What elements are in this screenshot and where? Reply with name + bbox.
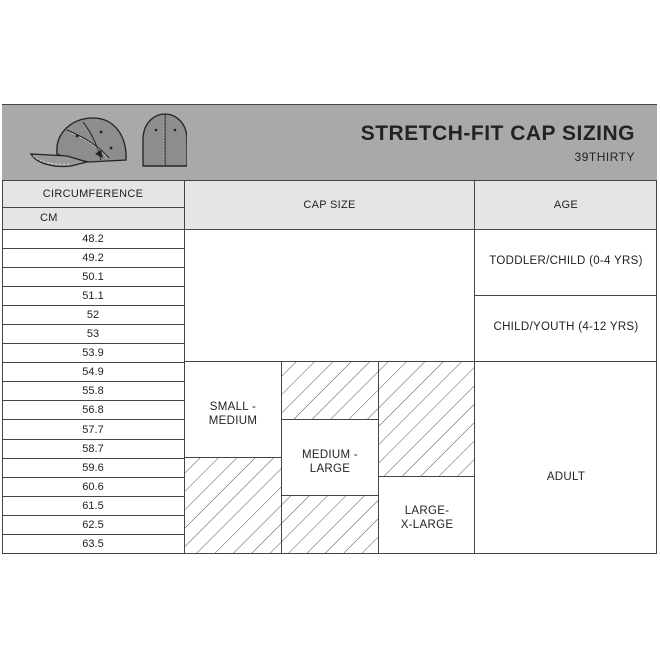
cm-value-cell: 55.8 [2, 382, 184, 401]
border [2, 207, 184, 208]
cap-size-label-line: LARGE [309, 463, 351, 475]
age-header: AGE [475, 180, 657, 229]
cap-size-label-line: X-LARGE [400, 519, 454, 531]
border [474, 180, 475, 554]
border [379, 476, 475, 477]
age-toddler-child: TODDLER/CHILD (0-4 YRS) [489, 255, 643, 267]
circumference-header: CIRCUMFERENCE [2, 180, 184, 207]
hatch-region [282, 362, 378, 420]
cm-value-cell: 62.5 [2, 516, 184, 535]
cm-value-cell: 49.2 [2, 249, 184, 268]
border [282, 495, 379, 496]
cap-size-label-line: MEDIUM [208, 415, 258, 427]
cm-header: CM [2, 207, 184, 229]
cm-value-cell: 59.6 [2, 459, 184, 478]
cm-value-cell: 51.1 [2, 287, 184, 306]
age-adult: ADULT [546, 471, 586, 483]
border [184, 180, 185, 554]
age-child-youth: CHILD/YOUTH (4-12 YRS) [493, 321, 639, 333]
size-chart [2, 104, 657, 554]
border [282, 419, 379, 420]
cm-value-cell: 63.5 [82, 537, 104, 550]
border [185, 457, 282, 458]
hatch-region [379, 362, 474, 477]
chart-subtitle: 39THIRTY [574, 150, 635, 164]
cap-size-label-line: MEDIUM - [301, 449, 359, 461]
cap-size-label-line: SMALL - [209, 401, 257, 413]
border-left [2, 180, 3, 554]
cm-value-cell: 54.9 [2, 363, 184, 382]
cm-value-cell: 56.8 [2, 401, 184, 420]
border [2, 229, 657, 230]
cap-size-medium-large [289, 448, 371, 476]
cm-value-cell: 52 [2, 306, 184, 325]
chart-title: STRETCH-FIT CAP SIZING [360, 122, 635, 145]
border [185, 361, 657, 362]
cm-value-cell: 48.2 [2, 230, 184, 249]
cm-value-cell: 60.6 [2, 478, 184, 497]
cm-value-cell: 53 [2, 325, 184, 344]
cm-value-cell: 61.5 [2, 497, 184, 516]
cap-size-small-medium [192, 400, 274, 428]
cap-size-large-xlarge [386, 504, 468, 532]
border-top [2, 104, 657, 105]
border-right [656, 180, 657, 554]
hatch-region [282, 495, 378, 554]
border [475, 295, 657, 296]
hatch-region [185, 457, 281, 554]
border [281, 361, 282, 554]
cm-value-cell: 53.9 [2, 344, 184, 363]
cap-size-label-line: LARGE- [404, 505, 450, 517]
cm-value-cell: 58.7 [2, 440, 184, 459]
cap-size-header: CAP SIZE [185, 180, 474, 229]
cm-value-cell: 57.7 [2, 421, 184, 440]
border [2, 180, 657, 181]
border-bottom [2, 553, 657, 554]
border [378, 361, 379, 554]
cm-value-cell: 50.1 [2, 268, 184, 287]
